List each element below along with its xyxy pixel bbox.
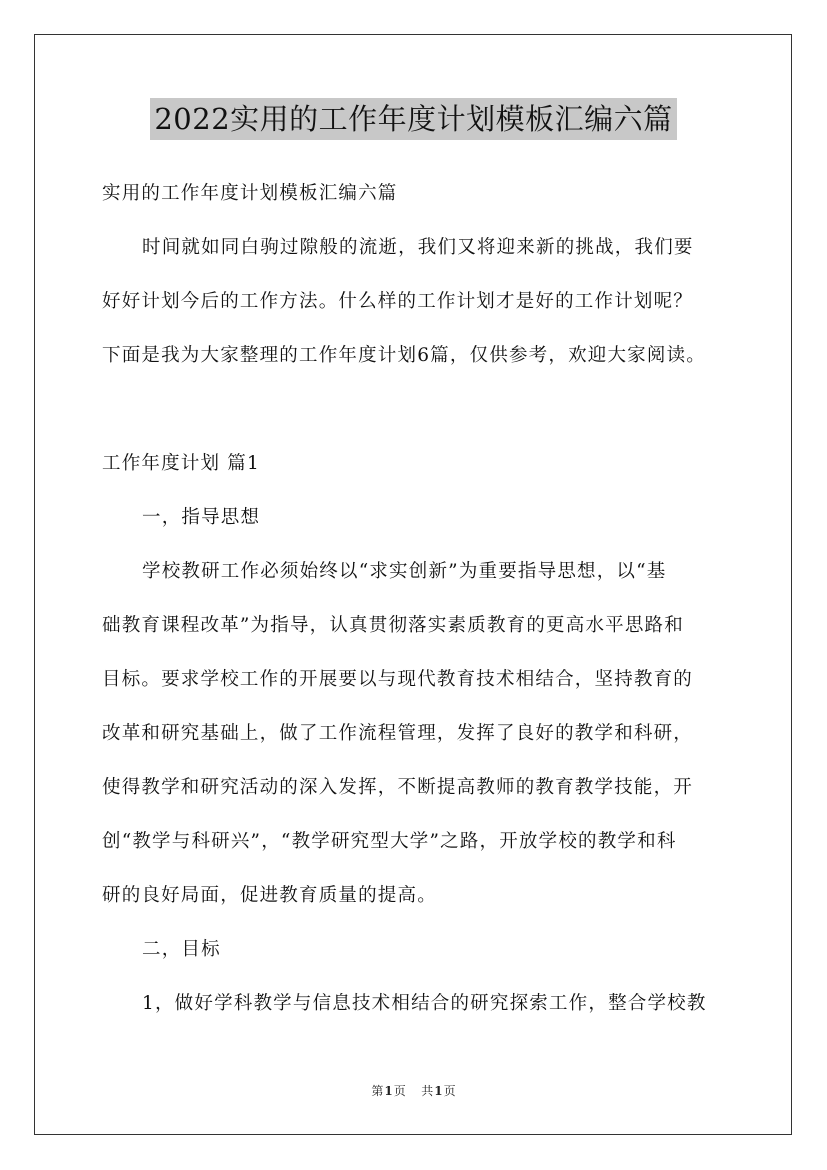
- paragraph-line: 础教育课程改革”为指导，认真贯彻落实素质教育的更高水平思路和: [102, 615, 684, 636]
- paragraph-line: 目标。要求学校工作的开展要以与现代教育技术相结合，坚持教育的: [102, 669, 694, 690]
- paragraph-line: 好好计划今后的工作方法。什么样的工作计划才是好的工作计划呢？: [102, 291, 694, 312]
- paragraph-line: 时间就如同白驹过隙般的流逝，我们又将迎来新的挑战，我们要: [142, 237, 694, 258]
- paragraph-line: 一，指导思想: [142, 507, 261, 528]
- paragraph-line: 研的良好局面，促进教育质量的提高。: [102, 885, 437, 906]
- paragraph-line: 下面是我为大家整理的工作年度计划6篇，仅供参考，欢迎大家阅读。: [102, 345, 706, 366]
- paragraph-line: 使得教学和研究活动的深入发挥，不断提高教师的教育教学技能，开: [102, 777, 694, 798]
- document-title: 2022实用的工作年度计划模板汇编六篇: [150, 98, 676, 140]
- paragraph-line: 创“教学与科研兴”，“教学研究型大学”之路，开放学校的教学和科: [102, 831, 677, 852]
- page-total: 共1页: [421, 1084, 456, 1098]
- paragraph-line: 实用的工作年度计划模板汇编六篇: [102, 183, 398, 204]
- document-body: [102, 178, 742, 1042]
- paragraph-line: 二，目标: [142, 939, 221, 960]
- paragraph-line: 改革和研究基础上，做了工作流程管理，发挥了良好的教学和科研，: [102, 723, 694, 744]
- paragraph-line: 1，做好学科教学与信息技术相结合的研究探索工作，整合学校教: [142, 993, 707, 1014]
- title-container: [0, 98, 827, 140]
- page-footer: [0, 1082, 827, 1099]
- paragraph-line: 工作年度计划 篇1: [102, 453, 260, 474]
- page-number: 第1页: [371, 1084, 406, 1098]
- paragraph-line: 学校教研工作必须始终以“求实创新”为重要指导思想，以“基: [142, 561, 667, 582]
- paragraph-line: [102, 394, 742, 448]
